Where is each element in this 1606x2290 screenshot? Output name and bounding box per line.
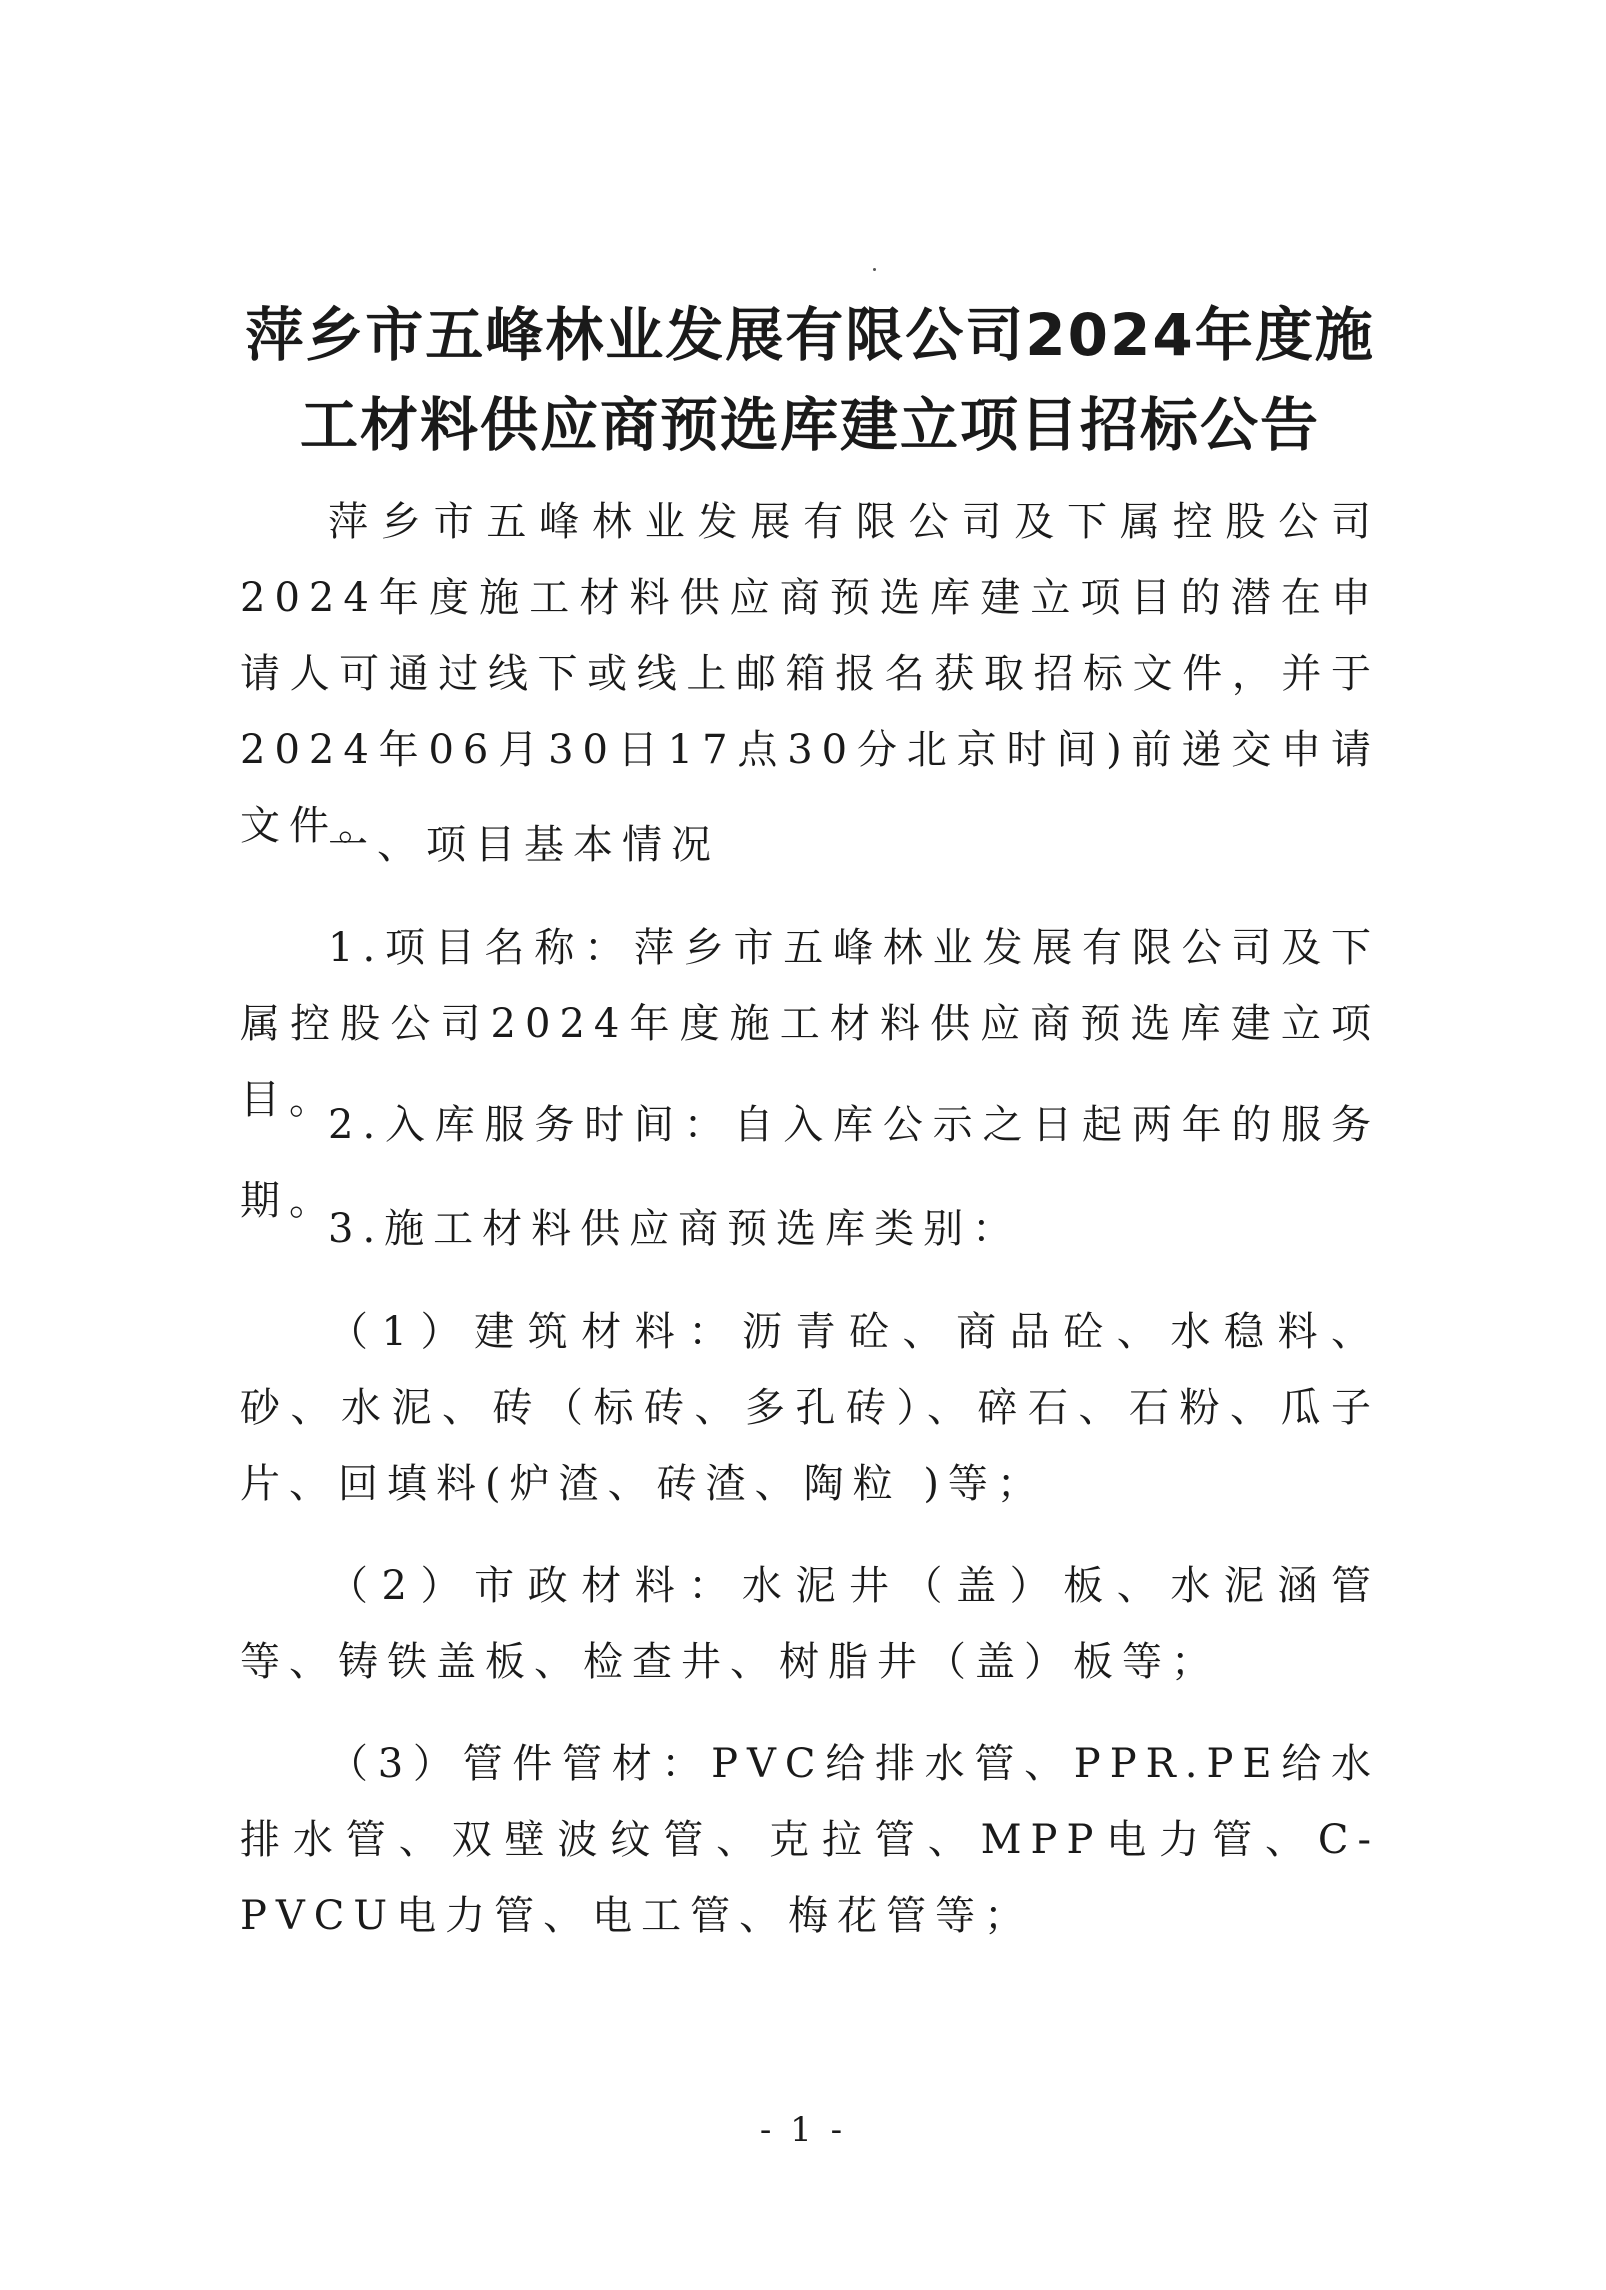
scan-speck (873, 268, 876, 271)
category-pipes-fittings: （3）管件管材：PVC给排水管、PPR.PE给水排水管、双壁波纹管、克拉管、MPP电力管、C-PVCU电力管、电工管、梅花管等； (240, 1741, 1380, 1939)
page-number: - 1 - (759, 2110, 847, 2150)
item-service-period: 2.入库服务时间：自入库公示之日起两年的服务期。 (240, 1102, 1380, 1224)
item-supplier-categories: 3.施工材料供应商预选库类别： (328, 1206, 1022, 1252)
document-title-line-1: 萍乡市五峰林业发展有限公司2024年度施 (245, 301, 1375, 369)
document-title-line-2: 工材料供应商预选库建立项目招标公告 (299, 391, 1320, 459)
intro-paragraph: 萍乡市五峰林业发展有限公司及下属控股公司2024年度施工材料供应商预选库建立项目的潜在申请人可通过线下或线上邮箱报名获取招标文件，并于2024年06月30日17点30分北京时间)前递交申请文件。 (240, 499, 1380, 849)
category-building-materials: （1）建筑材料：沥青砼、商品砼、水稳料、砂、水泥、砖（标砖、多孔砖）、碎石、石粉、瓜子片、回填料(炉渣、砖渣、陶粒 )等； (240, 1309, 1380, 1507)
section-heading-basic-info: 一、项目基本情况 (328, 822, 720, 868)
category-municipal-materials: （2）市政材料：水泥井（盖）板、水泥涵管等、铸铁盖板、检查井、树脂井（盖）板等； (240, 1563, 1380, 1685)
item-project-name: 1.项目名称：萍乡市五峰林业发展有限公司及下属控股公司2024年度施工材料供应商预选库建立项目。 (240, 925, 1380, 1123)
